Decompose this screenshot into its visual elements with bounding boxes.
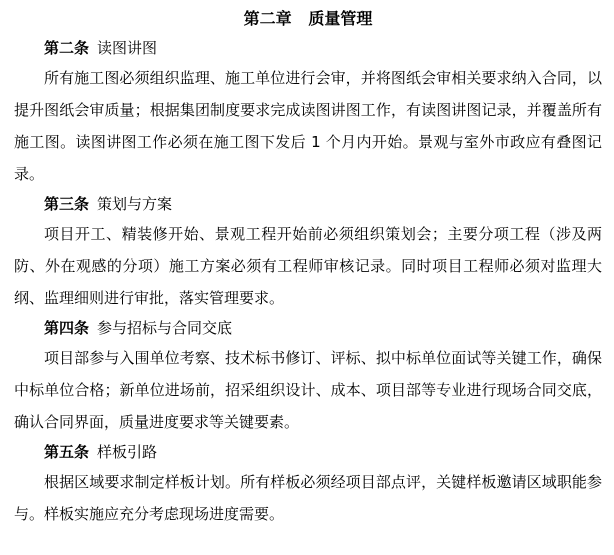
article-2 xyxy=(14,34,602,190)
chapter-title: 第二章 质量管理 xyxy=(243,9,373,28)
article-body: 项目部参与入围单位考察、技术标书修订、评标、拟中标单位面试等关键工作，确保中标单位合格；新单位进场前，招采组织设计、成本、项目部等专业进行现场合同交底，确认合同界面，质量进度要求等关键要素。 xyxy=(14,349,602,431)
article-name: 参与招标与合同交底 xyxy=(97,319,233,337)
article-name: 读图讲图 xyxy=(97,39,158,57)
document-page xyxy=(14,4,602,530)
article-heading xyxy=(14,190,602,218)
article-body: 项目开工、精装修开始、景观工程开始前必须组织策划会；主要分项工程（涉及两防、外在观感的分项）施工方案必须有工程师审核记录。同时项目工程师必须对监理大纲、监理细则进行审批，落实管理要求。 xyxy=(14,225,602,307)
article-5 xyxy=(14,438,602,530)
article-body: 根据区域要求制定样板计划。所有样板必须经项目部点评，关键样板邀请区域职能参与。样板实施应充分考虑现场进度需要。 xyxy=(14,473,602,523)
article-number: 第三条 xyxy=(44,195,90,213)
article-heading xyxy=(14,438,602,466)
article-3 xyxy=(14,190,602,314)
article-name: 样板引路 xyxy=(97,443,158,461)
article-heading xyxy=(14,314,602,342)
article-number: 第二条 xyxy=(44,39,90,57)
article-body: 所有施工图必须组织监理、施工单位进行会审，并将图纸会审相关要求纳入合同，以提升图纸会审质量；根据集团制度要求完成读图讲图工作，有读图讲图记录，并覆盖所有施工图。读图讲图工作必须在施工图下发后 1 个月内开始。景观与室外市政应有叠图记录。 xyxy=(14,69,602,183)
article-heading xyxy=(14,34,602,62)
article-4 xyxy=(14,314,602,438)
article-name: 策划与方案 xyxy=(97,195,173,213)
article-number: 第五条 xyxy=(44,443,90,461)
article-number: 第四条 xyxy=(44,319,90,337)
